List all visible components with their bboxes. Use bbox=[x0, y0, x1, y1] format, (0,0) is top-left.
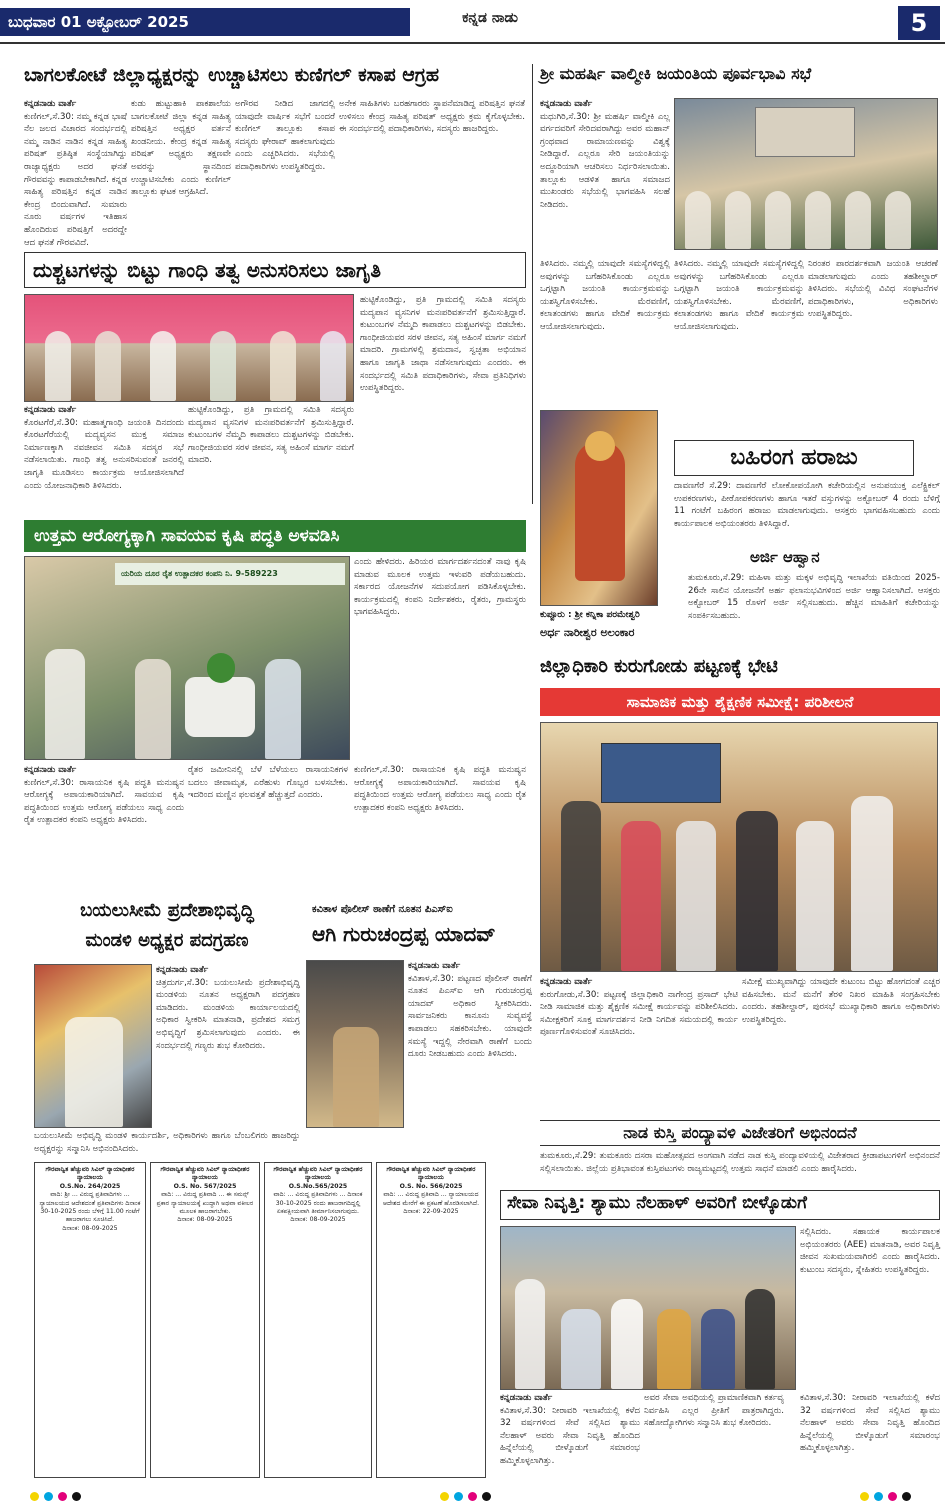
story2-col1 bbox=[540, 98, 670, 254]
print-registration-dots bbox=[0, 1486, 945, 1506]
story9-text-1: ಚಿತ್ರದುರ್ಗ,ಸೆ.30: ಬಯಲುಸೀಮೆ ಪ್ರದೇಶಾಭಿವೃದ್ಧಿ ಮಂಡಳಿಯ ನೂತನ ಅಧ್ಯಕ್ಷರಾಗಿ ಪದಗ್ರಹಣ ಮಾಡಿದರು. ಮಂಡಳಿಯ ಕಾರ್ಯಾಲಯದಲ್ಲಿ ಅಧಿಕಾರ ಸ್ವೀಕರಿಸಿ ಮಾತನಾಡಿ, ಪ್ರದೇಶದ ಸಮಗ್ರ ಅಭಿವೃದ್ಧಿಗೆ ಶ್ರಮಿಸಲಾಗುವುದು ಎಂದರು. ಈ ಸಂದರ್ಭದಲ್ಲಿ ಗಣ್ಯರು ಶುಭ ಕೋರಿದರು. bbox=[156, 977, 300, 1051]
story2-col2: ತಿಳಿಸಿದರು. ನಮ್ಮಲ್ಲಿ ಯಾವುದೇ ಸಮಸ್ಯೆಗಳಿದ್ದಲ್ಲಿ ಅವುಗಳನ್ನು ಬಗೆಹರಿಸಿಕೊಂಡು ಎಲ್ಲರೂ ಒಗ್ಗಟ್ಟಾಗಿ ಜಯಂತಿ ಕಾರ್ಯಕ್ರಮವನ್ನು ಯಶಸ್ವಿಗೊಳಿಸಬೇಕು. ಮೆರವಣಿಗೆ, ಕಲಾತಂಡಗಳು ಹಾಗೂ ವೇದಿಕೆ ಕಾರ್ಯಕ್ರಮ ಆಯೋಜಿಸಲಾಗುವುದು. bbox=[674, 259, 804, 332]
story3-text-2: ಹುಟ್ಟಿಕೊಂಡಿದ್ದು, ಪ್ರತಿ ಗ್ರಾಮದಲ್ಲಿ ಸಮಿತಿ ಸದಸ್ಯರು ಮದ್ಯಪಾನ ವ್ಯಸನಿಗಳ ಮನಃಪರಿವರ್ತನೆಗೆ ಶ್ರಮಿಸುತ್ತಿದ್ದಾರೆ. ಕುಟುಂಬಗಳ ನೆಮ್ಮದಿ ಕಾಪಾಡಲು ದುಶ್ಚಟಗಳನ್ನು ಬಿಡಬೇಕು. ಗಾಂಧೀಜಿಯವರ ಸರಳ ಜೀವನ, ಸತ್ಯ ಅಹಿಂಸೆ ಮಾರ್ಗ ನಮಗೆ ಮಾದರಿ. bbox=[360, 295, 526, 356]
story6-headline: ಬಹಿರಂಗ ಹರಾಜು bbox=[674, 440, 914, 476]
story2-headline: ಶ್ರೀ ಮಹರ್ಷಿ ವಾಲ್ಮೀಕಿ ಜಯಂತಿಯ ಪೂರ್ವಭಾವಿ ಸಭೆ bbox=[540, 64, 812, 83]
registration-dot bbox=[72, 1492, 81, 1501]
deity-caption-2: ಅರ್ಧ ನಾರೀಶ್ವರ ಅಲಂಕಾರ bbox=[540, 626, 635, 639]
story8-byline: ಕನ್ನಡನಾಡು ವಾರ್ತೆ bbox=[540, 977, 593, 987]
story4-col2: ರೈತರ ಜಮೀನಿನಲ್ಲಿ ಬೆಳೆ ಬೆಳೆಯಲು ರಾಸಾಯನಿಕಗಳ ಬದಲು ಜೀವಾಮೃತ, ಎರೆಹುಳು ಗೊಬ್ಬರ ಬಳಸಬೇಕು. ಇದರಿಂದ ಮಣ್ಣಿನ ಫಲವತ್ತತೆ ಹೆಚ್ಚುತ್ತದೆ ಎಂದರು. bbox=[188, 765, 348, 801]
legal-notice-date: ದಿನಾಂಕ: 08-09-2025 bbox=[177, 1216, 233, 1224]
story8-col2: ಸಮೀಕ್ಷೆ ಮುಖ್ಯವಾಗಿದ್ದು ಯಾವುದೇ ಕುಟುಂಬ ಬಿಟ್ಟು ಹೋಗದಂತೆ ಎಚ್ಚರ ವಹಿಸಬೇಕು. ಮನೆ ಮನೆಗೆ ತೆರಳಿ ನಿಖರ ಮಾಹಿತಿ ಸಂಗ್ರಹಿಸಬೇಕು ಎಂದರು. ತಹಶೀಲ್ದಾರ್, ಪುರಸಭೆ ಮುಖ್ಯಾಧಿಕಾರಿ ಹಾಗೂ ಅಧಿಕಾರಿಗಳು ಉಪಸ್ಥಿತರಿದ್ದರು. bbox=[742, 977, 940, 1025]
story1-col3: ಅಗೌರವ ನೀಡಿದ ಜಾಗದಲ್ಲಿ ಯಾವುದೇ ವಾರ್ಷಿಕ ಸಭೆಗೆ ಬಂದರೆ ಕುಣಿಗಲ್ ತಾಲ್ಲೂಕು ಕಸಾಪ ಸದಸ್ಯರು ಘೇರಾವ್ ಹಾಕಲಾಗುವುದು ಎಂದು ಎಚ್ಚರಿಸಿದರು. ಸಭೆಯಲ್ಲಿ ಪದಾಧಿಕಾರಿಗಳು ಉಪಸ್ಥಿತರಿದ್ದರು. bbox=[235, 99, 335, 172]
person bbox=[745, 1289, 775, 1389]
person bbox=[701, 1309, 735, 1389]
page-number: 5 bbox=[898, 6, 940, 40]
story7-body: ತುಮಕೂರು,ಸೆ.29: ಮಹಿಳಾ ಮತ್ತು ಮಕ್ಕಳ ಅಭಿವೃದ್ಧಿ ಇಲಾಖೆಯ ವತಿಯಿಂದ 2025-26ನೇ ಸಾಲಿನ ಯೋಜನೆಗೆ ಅರ್ಹ ಫಲಾನುಭವಿಗಳಿಂದ ಅರ್ಜಿ ಆಹ್ವಾನಿಸಲಾಗಿದೆ. ಆಸಕ್ತರು ಅಕ್ಟೋಬರ್ 15 ರೊಳಗೆ ಅರ್ಜಿ ಸಲ್ಲಿಸಬಹುದು. ಹೆಚ್ಚಿನ ಮಾಹಿತಿಗೆ ಕಚೇರಿಯನ್ನು ಸಂಪರ್ಕಿಸಬಹುದು. bbox=[688, 573, 940, 621]
deity-alankara-photo bbox=[540, 410, 658, 606]
story9-headline-1: ಬಯಲುಸೀಮೆ ಪ್ರದೇಶಾಭಿವೃದ್ಧಿ bbox=[80, 900, 254, 921]
story11-headline: ನಾಡ ಕುಸ್ತಿ ಪಂದ್ಯಾವಳಿ ವಿಜೇತರಿಗೆ ಅಭಿನಂದನೆ bbox=[540, 1120, 940, 1146]
story10-headline: ಆಗಿ ಗುರುಚಂದ್ರಪ್ಪ ಯಾದವ್ bbox=[312, 922, 496, 946]
story4-col1 bbox=[24, 764, 184, 884]
story1-headline: ಬಾಗಲಕೋಟೆ ಜಿಲ್ಲಾಧ್ಯಕ್ಷರನ್ನು ಉಚ್ಚಾಟಿಸಲು ಕುಣಿಗಲ್ ಕಸಾಪ ಆಗ್ರಹ bbox=[24, 64, 440, 86]
story1-byline: ಕನ್ನಡನಾಡು ವಾರ್ತೆ bbox=[24, 99, 77, 109]
wall-frames bbox=[601, 743, 721, 803]
masthead-bar bbox=[0, 0, 945, 40]
legal-notice-date: ದಿನಾಂಕ: 08-09-2025 bbox=[62, 1224, 118, 1232]
person bbox=[45, 331, 71, 401]
person bbox=[805, 191, 831, 249]
story1-col2: ಕುಡು ಹುಟ್ಟುಹಾಕಿ ಪಾಕಶಾಲೆಯ ಬಾಗಲಕೋಟೆ ಜಿಲ್ಲಾ ಕನ್ನಡ ಸಾಹಿತ್ಯ ಪರಿಷತ್ತಿನ ಅಧ್ಯಕ್ಷರ ವರ್ತನೆ ಖಂಡನೀಯ. ಕೇಂದ್ರ ಕನ್ನಡ ಸಾಹಿತ್ಯ ಪರಿಷತ್ ಅಧ್ಯಕ್ಷರು ತಕ್ಷಣವೇ ಅವರನ್ನು ಸ್ಥಾನದಿಂದ ಉಚ್ಚಾಟಿಸಬೇಕು ಎಂದು ಕುಣಿಗಲ್ ತಾಲ್ಲೂಕು ಘಟಕ ಆಗ್ರಹಿಸಿದೆ. bbox=[131, 99, 231, 198]
person bbox=[676, 821, 716, 971]
legal-notice-2 bbox=[150, 1162, 260, 1478]
person bbox=[725, 191, 751, 249]
column-divider bbox=[532, 64, 533, 504]
legal-notice-case: O.S. No. 566/2025 bbox=[399, 1182, 463, 1190]
legal-notice-title: ಗೌರವಾನ್ವಿತ ಹೆಚ್ಚುವರಿ ಸಿವಿಲ್ ನ್ಯಾಯಾಧೀಶರ ನ್ಯಾಯಾಲಯ bbox=[386, 1166, 476, 1182]
paper-name: ಕನ್ನಡ ನಾಡು bbox=[462, 10, 518, 26]
registration-dot bbox=[482, 1492, 491, 1501]
legal-notice-4 bbox=[376, 1162, 486, 1478]
story4-text-1: ಕುಣಿಗಲ್,ಸೆ.30: ರಾಸಾಯನಿಕ ಕೃಷಿ ಪದ್ಧತಿ ಮನುಷ್ಯನ ಆರೋಗ್ಯಕ್ಕೆ ಅಪಾಯಕಾರಿಯಾಗಿದೆ. ಸಾವಯವ ಕೃಷಿ ಪದ್ಧತಿಯಿಂದ ಉತ್ತಮ ಆರೋಗ್ಯ ಪಡೆಯಲು ಸಾಧ್ಯ ಎಂದು ರೈತ ಉತ್ಪಾದಕರ ಕಂಪನಿ ಅಧ್ಯಕ್ಷರು ತಿಳಿಸಿದರು. bbox=[24, 777, 184, 826]
legal-notice-body: ವಾದಿ: ... ವಿರುದ್ಧ ಪ್ರತಿವಾದಿ ... ಈ ಸಮನ್ಸ್ ಪ್ರಕಾರ ನ್ಯಾಯಾಲಯಕ್ಕೆ ಖುದ್ದಾಗಿ ಅಥವಾ ವಕೀಲರ ಮೂಲಕ ಹಾಜರಾಗಬೇಕು. bbox=[156, 1191, 254, 1216]
registration-dot bbox=[454, 1492, 463, 1501]
story10-kicker: ಕವಿತಾಳ ಪೊಲೀಸ್ ಠಾಣೆಗೆ ನೂತನ ಪಿಎಸ್‌ಐ bbox=[312, 904, 453, 915]
story9-col1 bbox=[156, 964, 300, 1128]
registration-dot bbox=[902, 1492, 911, 1501]
registration-dot bbox=[440, 1492, 449, 1501]
story3-headline: ದುಶ್ಚಟಗಳನ್ನು ಬಿಟ್ಟು ಗಾಂಧಿ ತತ್ವ ಅನುಸರಿಸಲು ಜಾಗೃತಿ bbox=[24, 252, 526, 288]
story9-headline-2: ಮಂಡಳಿ ಅಧ್ಯಕ್ಷರ ಪದಗ್ರಹಣ bbox=[85, 930, 249, 951]
legal-notice-1 bbox=[34, 1162, 146, 1478]
story2-text-1: ಮಧುಗಿರಿ,ಸೆ.30: ಶ್ರೀ ಮಹರ್ಷಿ ವಾಲ್ಮೀಕಿ ಎಲ್ಲ ವರ್ಗದವರಿಗೆ ಸೇರಿದವರಾಗಿದ್ದು ಅವರ ಮಹಾನ್ ಗ್ರಂಥವಾದ ರಾಮಾಯಣವನ್ನು ವಿಶ್ವಕ್ಕೆ ನೀಡಿದ್ದಾರೆ. ಎಲ್ಲರೂ ಸೇರಿ ಜಯಂತಿಯನ್ನು ಅದ್ಧೂರಿಯಾಗಿ ಆಚರಿಸಲು ನಿರ್ಧರಿಸಲಾಯಿತು. ತಾಲ್ಲೂಕು ಆಡಳಿತ ಹಾಗೂ ಸಮಾಜದ ಮುಖಂಡರು ಸಭೆಯಲ್ಲಿ ಭಾಗವಹಿಸಿ ಸಲಹೆ ನೀಡಿದರು. bbox=[540, 111, 670, 210]
story3-byline: ಕನ್ನಡನಾಡು ವಾರ್ತೆ bbox=[24, 405, 77, 415]
registration-dot bbox=[30, 1492, 39, 1501]
plant bbox=[207, 653, 235, 683]
person bbox=[95, 331, 121, 401]
deity-crown bbox=[585, 431, 615, 461]
person bbox=[685, 191, 711, 249]
story8-col1 bbox=[540, 976, 738, 1116]
person bbox=[657, 1309, 691, 1389]
person bbox=[561, 801, 601, 971]
person bbox=[320, 331, 346, 401]
story12-byline: ಕನ್ನಡನಾಡು ವಾರ್ತೆ bbox=[500, 1393, 553, 1403]
story10-byline: ಕನ್ನಡನಾಡು ವಾರ್ತೆ bbox=[408, 961, 461, 971]
story9-col2: ಬಯಲುಸೀಮೆ ಅಭಿವೃದ್ಧಿ ಮಂಡಳಿ ಕಾರ್ಯದರ್ಶಿ, ಅಧಿಕಾರಿಗಳು ಹಾಗೂ ಬೆಂಬಲಿಗರು ಹಾಜರಿದ್ದು ಅಧ್ಯಕ್ಷರನ್ನು ಸನ್ಮಾನಿಸಿ ಅಭಿನಂದಿಸಿದರು. bbox=[34, 1131, 300, 1154]
story9-byline: ಕನ್ನಡನಾಡು ವಾರ್ತೆ bbox=[156, 965, 209, 975]
person bbox=[851, 796, 893, 971]
story1-col1 bbox=[24, 98, 127, 248]
person bbox=[210, 331, 236, 401]
registration-dot bbox=[58, 1492, 67, 1501]
deity-figure bbox=[575, 441, 625, 581]
masthead-rule bbox=[0, 42, 945, 44]
person bbox=[65, 1017, 123, 1127]
story3-text-3: ಗ್ರಾಮಗಳಲ್ಲಿ ಶ್ರಮದಾನ, ಸ್ವಚ್ಛತಾ ಅಭಿಯಾನ ಹಾಗೂ ಜಾಗೃತಿ ಜಾಥಾ ನಡೆಸಲಾಗುವುದು ಎಂದರು. ಈ ಸಂದರ್ಭದಲ್ಲಿ ಸಮಿತಿ ಪದಾಧಿಕಾರಿಗಳು, ಸೇವಾ ಪ್ರತಿನಿಧಿಗಳು ಉಪಸ್ಥಿತರಿದ್ದರು. bbox=[360, 345, 526, 394]
person bbox=[885, 191, 911, 249]
story8-subhead: ಸಾಮಾಜಿಕ ಮತ್ತು ಶೈಕ್ಷಣಿಕ ಸಮೀಕ್ಷೆ: ಪರಿಶೀಲನೆ bbox=[540, 688, 940, 716]
story10-text: ಕವಿತಾಳ,ಸೆ.30: ಪಟ್ಟಣದ ಪೊಲೀಸ್ ಠಾಣೆಗೆ ನೂತನ ಪಿಎಸ್‌ಐ ಆಗಿ ಗುರುಚಂದ್ರಪ್ಪ ಯಾದವ್ ಅಧಿಕಾರ ಸ್ವೀಕರಿಸಿದರು. ಸಾರ್ವಜನಿಕರು ಕಾನೂನು ಸುವ್ಯವಸ್ಥೆ ಕಾಪಾಡಲು ಸಹಕರಿಸಬೇಕು. ಯಾವುದೇ ಸಮಸ್ಯೆ ಇದ್ದಲ್ಲಿ ನೇರವಾಗಿ ಠಾಣೆಗೆ ಬಂದು ದೂರು ನೀಡಬಹುದು ಎಂದು ತಿಳಿಸಿದರು. bbox=[408, 973, 532, 1060]
story12-text-1: ಕವಿತಾಳ,ಸೆ.30: ನೀರಾವರಿ ಇಲಾಖೆಯಲ್ಲಿ ಕಳೆದ 32 ವರ್ಷಗಳಿಂದ ಸೇವೆ ಸಲ್ಲಿಸಿದ ಶ್ಯಾಮು ನೆಲಹಾಳ್ ಅವರು ಸೇವಾ ನಿವೃತ್ತಿ ಹೊಂದಿದ ಹಿನ್ನೆಲೆಯಲ್ಲಿ ಬೀಳ್ಕೊಡುಗೆ ಸಮಾರಂಭ ಹಮ್ಮಿಕೊಳ್ಳಲಾಗಿತ್ತು. bbox=[500, 1405, 640, 1466]
story12-col3: ಸಲ್ಲಿಸಿದರು. ಸಹಾಯಕ ಕಾರ್ಯಪಾಲಕ ಅಭಿಯಂತರರು (AEE) ಮಾತನಾಡಿ, ಅವರ ನಿವೃತ್ತಿ ಜೀವನ ಸುಖಮಯವಾಗಿರಲಿ ಎಂದು ಹಾರೈಸಿದರು. ಕುಟುಂಬ ಸದಸ್ಯರು, ಸ್ನೇಹಿತರು ಉಪಸ್ಥಿತರಿದ್ದರು. bbox=[800, 1227, 940, 1275]
retirement-photo bbox=[500, 1226, 796, 1390]
story11-body: ತುಮಕೂರು,ಸೆ.29: ತುಮಕೂರು ದಸರಾ ಮಹೋತ್ಸವದ ಅಂಗವಾಗಿ ನಡೆದ ನಾಡ ಕುಸ್ತಿ ಪಂದ್ಯಾವಳಿಯಲ್ಲಿ ವಿಜೇತರಾದ ಕ್ರೀಡಾಪಟುಗಳಿಗೆ ಅಭಿನಂದನೆ ಸಲ್ಲಿಸಲಾಯಿತು. ಜಿಲ್ಲೆಯ ಪ್ರತಿಭಾವಂತ ಕುಸ್ತಿಪಟುಗಳು ರಾಜ್ಯಮಟ್ಟದಲ್ಲಿ ಉತ್ತಮ ಸಾಧನೆ ಮಾಡಲಿ ಎಂದು ಹಾರೈಸಿದರು. bbox=[540, 1151, 940, 1174]
legal-notice-case: O.S.No. 264/2025 bbox=[59, 1182, 121, 1190]
person bbox=[621, 821, 661, 971]
story3-text-1: ಕೊರಟಗೆರೆ,ಸೆ.30: ಮಹಾತ್ಮಗಾಂಧಿ ಜಯಂತಿ ದಿನದಂದು ಕೊರಟಗೆರೆಯಲ್ಲಿ ಮದ್ಯವ್ಯಸನ ಮುಕ್ತ ಸಮಾಜ ನಿರ್ಮಾಣಕ್ಕಾಗಿ ನವಜೀವನ ಸಮಿತಿ ಸದಸ್ಯರ ಸಭೆ ನಡೆಸಲಾಯಿತು. ಗಾಂಧಿ ತತ್ವ ಅನುಸರಿಸುವಂತೆ ಜನರಲ್ಲಿ ಜಾಗೃತಿ ಮೂಡಿಸಲು ಕಾರ್ಯಕ್ರಮ ಆಯೋಜಿಸಲಾಗಿದೆ ಎಂದು ಯೋಜನಾಧಿಕಾರಿ ತಿಳಿಸಿದರು. bbox=[24, 417, 184, 491]
person bbox=[515, 1279, 545, 1389]
story3-col1b: ಹುಟ್ಟಿಕೊಂಡಿದ್ದು, ಪ್ರತಿ ಗ್ರಾಮದಲ್ಲಿ ಸಮಿತಿ ಸದಸ್ಯರು ಮದ್ಯಪಾನ ವ್ಯಸನಿಗಳ ಮನಃಪರಿವರ್ತನೆಗೆ ಶ್ರಮಿಸುತ್ತಿದ್ದಾರೆ. ಕುಟುಂಬಗಳ ನೆಮ್ಮದಿ ಕಾಪಾಡಲು ದುಶ್ಚಟಗಳನ್ನು ಬಿಡಬೇಕು. ಗಾಂಧೀಜಿಯವರ ಸರಳ ಜೀವನ, ಸತ್ಯ ಅಹಿಂಸೆ ಮಾರ್ಗ ನಮಗೆ ಮಾದರಿ. bbox=[188, 405, 354, 466]
organic-farming-photo bbox=[24, 556, 350, 760]
person bbox=[765, 191, 791, 249]
person bbox=[45, 649, 85, 759]
plant-pot bbox=[185, 677, 255, 737]
collector-visit-photo bbox=[540, 722, 938, 972]
story3-col2 bbox=[360, 294, 526, 512]
story4-col3b: ಕುಣಿಗಲ್,ಸೆ.30: ರಾಸಾಯನಿಕ ಕೃಷಿ ಪದ್ಧತಿ ಮನುಷ್ಯನ ಆರೋಗ್ಯಕ್ಕೆ ಅಪಾಯಕಾರಿಯಾಗಿದೆ. ಸಾವಯವ ಕೃಷಿ ಪದ್ಧತಿಯಿಂದ ಉತ್ತಮ ಆರೋಗ್ಯ ಪಡೆಯಲು ಸಾಧ್ಯ ಎಂದು ರೈತ ಉತ್ಪಾದಕರ ಕಂಪನಿ ಅಧ್ಯಕ್ಷರು ತಿಳಿಸಿದರು. bbox=[354, 765, 526, 813]
story12-col3b: ಕವಿತಾಳ,ಸೆ.30: ನೀರಾವರಿ ಇಲಾಖೆಯಲ್ಲಿ ಕಳೆದ 32 ವರ್ಷಗಳಿಂದ ಸೇವೆ ಸಲ್ಲಿಸಿದ ಶ್ಯಾಮು ನೆಲಹಾಳ್ ಅವರು ಸೇವಾ ನಿವೃತ್ತಿ ಹೊಂದಿದ ಹಿನ್ನೆಲೆಯಲ್ಲಿ ಬೀಳ್ಕೊಡುಗೆ ಸಮಾರಂಭ ಹಮ್ಮಿಕೊಳ್ಳಲಾಗಿತ್ತು. bbox=[800, 1393, 940, 1454]
awareness-meeting-photo bbox=[24, 294, 354, 402]
registration-dot bbox=[44, 1492, 53, 1501]
person bbox=[135, 659, 171, 759]
story4-byline: ಕನ್ನಡನಾಡು ವಾರ್ತೆ bbox=[24, 765, 77, 775]
legal-notice-case: O.S. No. 567/2025 bbox=[173, 1182, 237, 1190]
legal-notice-date: ದಿನಾಂಕ: 22-09-2025 bbox=[403, 1208, 459, 1216]
legal-notice-title: ಗೌರವಾನ್ವಿತ ಹೆಚ್ಚುವರಿ ಸಿವಿಲ್ ನ್ಯಾಯಾಧೀಶರ ನ್ಯಾಯಾಲಯ bbox=[160, 1166, 250, 1182]
psi-photo bbox=[306, 960, 404, 1128]
person bbox=[796, 821, 834, 971]
chairman-photo bbox=[34, 964, 152, 1128]
registration-dot bbox=[874, 1492, 883, 1501]
person bbox=[736, 811, 778, 971]
story12-headline: ಸೇವಾ ನಿವೃತ್ತಿ: ಶ್ಯಾಮು ನೆಲಹಾಳ್ ಅವರಿಗೆ ಬೀಳ್ಕೊಡುಗೆ bbox=[500, 1190, 940, 1220]
story3-col1 bbox=[24, 404, 184, 512]
story1-text-1: ಕುಣಿಗಲ್,ಸೆ.30: ನಮ್ಮ ಕನ್ನಡ ಭಾಷೆ ನೆಲ ಜಲದ ವಿಚಾರದ ಸಂದರ್ಭದಲ್ಲಿ ನಮ್ಮ ನಾಡಿನ ನಾಡಿನ ಕನ್ನಡ ಸಾಹಿತ್ಯ ಪರಿಷತ್ ಪ್ರತಿಷ್ಠಿತ ಸಂಸ್ಥೆಯಾಗಿದ್ದು ರಾಜ್ಯಾಧ್ಯಕ್ಷರು ಅದರ ಘನತೆ ಗೌರವವನ್ನು ಕಾಪಾಡಬೇಕಾಗಿದೆ. ಕನ್ನಡ ಸಾಹಿತ್ಯ ಪರಿಷತ್ತಿನ ಕನ್ನಡ ನಾಡಿನ ಕೇಂದ್ರ ಬಿಂದುವಾಗಿದೆ. ಸುಮಾರು ನೂರು ವರ್ಷಗಳ ಇತಿಹಾಸ ಹೊಂದಿರುವ ಪರಿಷತ್ತಿಗೆ ಅದರದ್ದೇ ಆದ ಘನತೆ ಗೌರವವಿದೆ. bbox=[24, 111, 127, 248]
legal-notice-date: ದಿನಾಂಕ: 08-09-2025 bbox=[290, 1216, 346, 1224]
person bbox=[611, 1299, 643, 1389]
legal-notice-body: ವಾದಿ: ... ವಿರುದ್ಧ ಪ್ರತಿವಾದಿ ... ನ್ಯಾಯಾಲಯದ ಆದೇಶದ ಮೇರೆಗೆ ಈ ಪ್ರಕಟಣೆ ಹೊರಡಿಸಲಾಗಿದೆ. bbox=[382, 1191, 480, 1207]
registration-dot bbox=[860, 1492, 869, 1501]
legal-notice-title: ಗೌರವಾನ್ವಿತ ಹೆಚ್ಚುವರಿ ಸಿವಿಲ್ ನ್ಯಾಯಾಧೀಶರ ನ್ಯಾಯಾಲಯ bbox=[45, 1166, 135, 1182]
issue-date: ಬುಧವಾರ 01 ಅಕ್ಟೋಬರ್ 2025 bbox=[0, 8, 410, 36]
meeting-photo bbox=[674, 98, 938, 250]
person bbox=[845, 191, 871, 249]
story8-headline: ಜಿಲ್ಲಾಧಿಕಾರಿ ಕುರುಗೋಡು ಪಟ್ಟಣಕ್ಕೆ ಭೇಟಿ bbox=[540, 656, 778, 677]
deity-caption-1: ಕುಪ್ಪೂರು : ಶ್ರೀ ಕನ್ನಿಕಾ ಪರಮೇಶ್ವರಿ bbox=[540, 610, 640, 620]
story2-col3: ನಿರಂತರ ಪಾರದರ್ಶಕವಾಗಿ ಜಯಂತಿ ಆಚರಣೆ ಮಾಡಲಾಗುವುದು ಎಂದು ತಹಶೀಲ್ದಾರ್ ತಿಳಿಸಿದರು. ಸಭೆಯಲ್ಲಿ ವಿವಿಧ ಸಂಘಟನೆಗಳ ಪದಾಧಿಕಾರಿಗಳು, ಅಧಿಕಾರಿಗಳು ಉಪಸ್ಥಿತರಿದ್ದರು. bbox=[808, 259, 938, 320]
story10-body bbox=[408, 960, 532, 1128]
story6-body: ದಾವಣಗೆರೆ ಸೆ.29: ದಾವಣಗೆರೆ ಲೋಕೋಪಯೋಗಿ ಕಚೇರಿಯಲ್ಲಿನ ಅನುಪಯುಕ್ತ ಎಲೆಕ್ಟ್ರಿಕಲ್ ಉಪಕರಣಗಳು, ಪೀಠೋಪಕರಣಗಳು ಹಾಗೂ ಇತರೆ ವಸ್ತುಗಳನ್ನು ಅಕ್ಟೋಬರ್ 4 ರಂದು ಬೆಳಿಗ್ಗೆ 11 ಗಂಟೆಗೆ ಬಹಿರಂಗ ಹರಾಜು ಮಾಡಲಾಗುವುದು. ಆಸಕ್ತರು ಭಾಗವಹಿಸಬಹುದು ಎಂದು ಕಾರ್ಯಪಾಲಕ ಅಭಿಯಂತರರು ತಿಳಿಸಿದ್ದಾರೆ. bbox=[674, 481, 940, 529]
legal-notice-body: ವಾದಿ: ಶ್ರೀ ... ವಿರುದ್ಧ ಪ್ರತಿವಾದಿಗಳು ... ನ್ಯಾಯಾಲಯದ ಆದೇಶದಂತೆ ಪ್ರತಿವಾದಿಗಳು ದಿನಾಂಕ 30-10-2025 ರಂದು ಬೆಳಿಗ್ಗೆ 11.00 ಗಂಟೆಗೆ ಹಾಜರಾಗಲು ಸೂಚಿಸಿದೆ. bbox=[39, 1191, 141, 1224]
person bbox=[265, 659, 301, 759]
registration-dot bbox=[468, 1492, 477, 1501]
story4-headline: ಉತ್ತಮ ಆರೋಗ್ಯಕ್ಕಾಗಿ ಸಾವಯವ ಕೃಷಿ ಪದ್ಧತಿ ಅಳವಡಿಸಿ bbox=[24, 520, 526, 552]
story2-col1-cont: ತಿಳಿಸಿದರು. ನಮ್ಮಲ್ಲಿ ಯಾವುದೇ ಸಮಸ್ಯೆಗಳಿದ್ದಲ್ಲಿ ಅವುಗಳನ್ನು ಬಗೆಹರಿಸಿಕೊಂಡು ಎಲ್ಲರೂ ಒಗ್ಗಟ್ಟಾಗಿ ಜಯಂತಿ ಕಾರ್ಯಕ್ರಮವನ್ನು ಯಶಸ್ವಿಗೊಳಿಸಬೇಕು. ಮೆರವಣಿಗೆ, ಕಲಾತಂಡಗಳು ಹಾಗೂ ವೇದಿಕೆ ಕಾರ್ಯಕ್ರಮ ಆಯೋಜಿಸಲಾಗುವುದು. bbox=[540, 259, 670, 332]
person bbox=[270, 331, 296, 401]
person bbox=[333, 1027, 379, 1127]
registration-dot bbox=[888, 1492, 897, 1501]
story12-col1 bbox=[500, 1392, 640, 1482]
person bbox=[561, 1309, 601, 1389]
legal-notice-case: O.S.No.565/2025 bbox=[288, 1182, 348, 1190]
story12-col2: ಅವರ ಸೇವಾ ಅವಧಿಯಲ್ಲಿ ಪ್ರಾಮಾಣಿಕವಾಗಿ ಕರ್ತವ್ಯ ನಿರ್ವಹಿಸಿ ಎಲ್ಲರ ಪ್ರೀತಿಗೆ ಪಾತ್ರರಾಗಿದ್ದರು. ಸಹೋದ್ಯೋಗಿಗಳು ಸನ್ಮಾನಿಸಿ ಶುಭ ಕೋರಿದರು. bbox=[644, 1393, 784, 1429]
story1-col4: ಅನೇಕ ಸಾಹಿತಿಗಳು ಬರಹಗಾರರು ಸ್ಥಾಪನೆಮಾಡಿದ್ದ ಪರಿಷತ್ತಿನ ಘನತೆ ಉಳಿಸಲು ಕೇಂದ್ರ ಸಾಹಿತ್ಯ ಪರಿಷತ್ ಅಧ್ಯಕ್ಷರು ಕ್ರಮ ಕೈಗೊಳ್ಳಬೇಕು. ಈ ಸಂದರ್ಭದಲ್ಲಿ ಪದಾಧಿಕಾರಿಗಳು, ಸದಸ್ಯರು ಹಾಜರಿದ್ದರು. bbox=[339, 99, 525, 135]
legal-notice-title: ಗೌರವಾನ್ವಿತ ಹೆಚ್ಚುವರಿ ಸಿವಿಲ್ ನ್ಯಾಯಾಧೀಶರ ನ್ಯಾಯಾಲಯ bbox=[273, 1166, 363, 1182]
stage-banner bbox=[755, 107, 855, 157]
story8-text-1: ಕುರುಗೋಡು,ಸೆ.30: ಪಟ್ಟಣಕ್ಕೆ ಜಿಲ್ಲಾಧಿಕಾರಿ ನಾಗೇಂದ್ರ ಪ್ರಸಾದ್ ಭೇಟಿ ನೀಡಿ ಸಾಮಾಜಿಕ ಮತ್ತು ಶೈಕ್ಷಣಿಕ ಸಮೀಕ್ಷೆ ಕಾರ್ಯವನ್ನು ಪರಿಶೀಲಿಸಿದರು. ಸಮೀಕ್ಷಕರಿಗೆ ಸೂಕ್ತ ಮಾರ್ಗದರ್ಶನ ನೀಡಿ ನಿಗದಿತ ಸಮಯದಲ್ಲಿ ಕಾರ್ಯ ಪೂರ್ಣಗೊಳಿಸುವಂತೆ ಸೂಚಿಸಿದರು. bbox=[540, 989, 738, 1038]
story7-headline: ಅರ್ಜಿ ಆಹ್ವಾನ bbox=[750, 548, 820, 566]
story4-col3: ಎಂದು ಹೇಳಿದರು. ಹಿರಿಯರ ಮಾರ್ಗದರ್ಶನದಂತೆ ನಾವು ಕೃಷಿ ಮಾಡುವ ಮೂಲಕ ಉತ್ತಮ ಇಳುವರಿ ಪಡೆಯಬಹುದು. ಸರ್ಕಾರದ ಯೋಜನೆಗಳ ಸದುಪಯೋಗ ಪಡಿಸಿಕೊಳ್ಳಬೇಕು. ಕಾರ್ಯಕ್ರಮದಲ್ಲಿ ಕಂಪನಿ ನಿರ್ದೇಶಕರು, ರೈತರು, ಗ್ರಾಮಸ್ಥರು ಭಾಗವಹಿಸಿದ್ದರು. bbox=[354, 557, 526, 618]
story2-byline: ಕನ್ನಡನಾಡು ವಾರ್ತೆ bbox=[540, 99, 593, 109]
legal-notice-body: ವಾದಿ: ... ವಿರುದ್ಧ ಪ್ರತಿವಾದಿಗಳು ... ದಿನಾಂಕ 30-10-2025 ರಂದು ಹಾಜರಾಗದಿದ್ದಲ್ಲಿ ಏಕಪಕ್ಷೀಯವಾಗಿ ತೀರ್ಮಾನಿಸಲಾಗುವುದು. bbox=[273, 1191, 363, 1216]
legal-notice-3 bbox=[264, 1162, 372, 1478]
person bbox=[150, 331, 176, 401]
banner-sign: ಯರಿಯ ದೂರ ರೈತ ಉತ್ಪಾದಕರ ಕಂಪನಿ ನಿ. 9-589223 bbox=[115, 563, 345, 585]
